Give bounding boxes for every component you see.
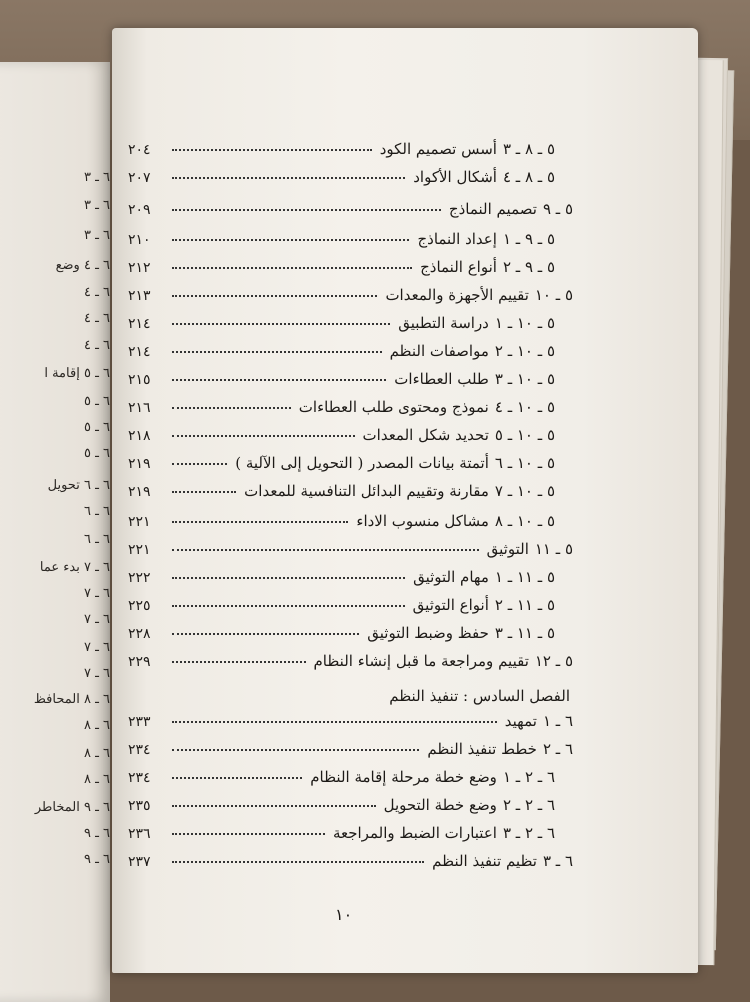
- toc-entry-number: ٥ ـ ٨ ـ ٤: [502, 168, 555, 186]
- toc-leader-dots: [172, 521, 348, 523]
- toc-entry-title: اعتبارات الضبط والمراجعة: [332, 824, 497, 842]
- toc-entry-number: ٦ ـ ٢ ـ ٢: [502, 796, 555, 814]
- toc-entry-number: ٥ ـ ٩: [542, 200, 573, 218]
- left-page-line: ٦ ـ ٨: [83, 746, 110, 761]
- toc-leader-dots: [172, 491, 236, 493]
- toc-leader-dots: [172, 295, 377, 297]
- toc-entry-title: إعداد النماذج: [417, 230, 497, 248]
- left-page-line: ٦ ـ ٣: [83, 228, 110, 243]
- toc-entry-title: تظيم تنفيذ النظم: [432, 852, 537, 870]
- toc-entry: [128, 426, 573, 452]
- toc-entry-page: ٢٢٨: [128, 626, 151, 642]
- toc-leader-dots: [172, 633, 359, 635]
- toc-entry-page: ٢٢٩: [128, 654, 151, 670]
- toc-entry-title: أتمتة بيانات المصدر ( التحويل إلى الآلية ): [235, 454, 489, 472]
- toc-entry-number: ٥ ـ ١٠ ـ ٨: [494, 512, 555, 530]
- toc-entry-number: ٥ ـ ١١: [534, 540, 573, 558]
- toc-entry: [128, 454, 573, 480]
- toc-entry-title: تقييم ومراجعة ما قبل إنشاء النظام: [313, 652, 529, 670]
- left-page-line: ٦ ـ ٨: [83, 772, 110, 787]
- left-page-line: ٦ ـ ٤: [83, 285, 110, 300]
- toc-entry-page: ٢١٤: [128, 344, 151, 360]
- toc-entry: [128, 370, 573, 396]
- toc-entry-title: تحديد شكل المعدات: [362, 426, 489, 444]
- toc-entry-number: ٥ ـ ٨ ـ ٣: [502, 140, 555, 158]
- toc-entry: [128, 200, 573, 226]
- toc-entry-number: ٦ ـ ٢ ـ ١: [502, 768, 555, 786]
- toc-entry-page: ٢١٣: [128, 288, 151, 304]
- toc-entry-title: أنواع التوثيق: [412, 596, 489, 614]
- left-page-line: ٦ ـ ٥ إقامة ا: [44, 366, 110, 381]
- toc-entry: [128, 652, 573, 678]
- page-number: ١٠: [335, 905, 353, 924]
- toc-entry-title: نموذج ومحتوى طلب العطاءات: [298, 398, 489, 416]
- left-page-line: ٦ ـ ٧: [83, 612, 110, 627]
- toc-entry: [128, 624, 573, 650]
- toc-entry-page: ٢٣٧: [128, 854, 151, 870]
- toc-entry-title: حفظ وضبط التوثيق: [367, 624, 489, 642]
- toc-entry: [128, 796, 573, 822]
- toc-entry: [128, 596, 573, 622]
- left-page-line: ٦ ـ ٤ وضع: [55, 258, 110, 273]
- toc-entry-number: ٦ ـ ٣: [542, 852, 573, 870]
- toc-leader-dots: [172, 177, 405, 179]
- toc-entry: [128, 258, 573, 284]
- left-page-line: ٦ ـ ٤: [83, 338, 110, 353]
- toc-entry-page: ٢٢٢: [128, 570, 151, 586]
- left-page-line: ٦ ـ ٨ المحافظ: [33, 692, 110, 707]
- toc-entry-number: ٦ ـ ٢: [542, 740, 573, 758]
- toc-entry-title: أسس تصميم الكود: [379, 140, 497, 158]
- toc-entry-page: ٢١٦: [128, 400, 151, 416]
- toc-entry-page: ٢١٨: [128, 428, 151, 444]
- toc-entry-page: ٢١٠: [128, 232, 151, 248]
- left-page-line: ٦ ـ ٧: [83, 586, 110, 601]
- toc-entry: [128, 768, 573, 794]
- toc-entry-page: ٢٣٤: [128, 742, 151, 758]
- toc-entry-title: تمهيد: [504, 712, 537, 730]
- toc-entry-number: ٥ ـ ٩ ـ ٢: [502, 258, 555, 276]
- left-page-line: ٦ ـ ٣: [83, 170, 110, 185]
- toc-leader-dots: [172, 833, 325, 835]
- toc-entry-title: طلب العطاءات: [394, 370, 489, 388]
- left-page-line: ٦ ـ ٦: [83, 532, 110, 547]
- toc-entry-title: أشكال الأكواد: [413, 168, 497, 186]
- toc-entry-title: وضع خطة مرحلة إقامة النظام: [310, 768, 497, 786]
- toc-leader-dots: [172, 267, 412, 269]
- toc-entry-page: ٢١٩: [128, 456, 151, 472]
- toc-leader-dots: [172, 435, 355, 437]
- toc-entry-title: التوثيق: [486, 540, 529, 558]
- left-facing-page: [0, 62, 110, 1002]
- toc-entry-page: ٢٣٣: [128, 714, 151, 730]
- toc-entry-number: ٥ ـ ١٠ ـ ١: [494, 314, 555, 332]
- toc-entry: [128, 568, 573, 594]
- toc-entry-page: ٢١٢: [128, 260, 151, 276]
- toc-leader-dots: [172, 323, 390, 325]
- toc-entry-page: ٢٠٤: [128, 142, 151, 158]
- toc-entry-number: ٦ ـ ١: [542, 712, 573, 730]
- left-page-line: ٦ ـ ٦: [83, 504, 110, 519]
- toc-leader-dots: [172, 379, 386, 381]
- left-page-line: ٦ ـ ٩: [83, 826, 110, 841]
- left-page-line: ٦ ـ ٩ المخاطر: [34, 800, 110, 815]
- toc-entry-page: ٢١٤: [128, 316, 151, 332]
- toc-entry: [128, 286, 573, 312]
- toc-entry: [128, 230, 573, 256]
- toc-entry-page: ٢١٩: [128, 484, 151, 500]
- toc-entry-page: ٢١٥: [128, 372, 151, 388]
- toc-leader-dots: [172, 605, 405, 607]
- toc-leader-dots: [172, 577, 405, 579]
- toc-entry-number: ٥ ـ ١٠: [534, 286, 573, 304]
- toc-entry-title: مواصفات النظم: [389, 342, 489, 360]
- toc-entry-page: ٢٠٩: [128, 202, 151, 218]
- toc-leader-dots: [172, 721, 497, 723]
- toc-entry-number: ٥ ـ ١٠ ـ ٥: [494, 426, 555, 444]
- toc-entry: [128, 342, 573, 368]
- toc-leader-dots: [172, 149, 372, 151]
- toc-entry-title: مشاكل منسوب الاداء: [356, 512, 489, 530]
- chapter-heading: الفصل السادس : تنفيذ النظم: [389, 687, 570, 705]
- toc-entry-page: ٢٣٦: [128, 826, 151, 842]
- toc-entry: [128, 852, 573, 878]
- left-page-line: ٦ ـ ٥: [83, 446, 110, 461]
- toc-leader-dots: [172, 463, 227, 465]
- toc-entry-page: ٢٣٤: [128, 770, 151, 786]
- toc-leader-dots: [172, 805, 376, 807]
- left-page-line: ٦ ـ ٣: [83, 198, 110, 213]
- toc-leader-dots: [172, 749, 419, 751]
- toc-entry-number: ٥ ـ ١١ ـ ١: [494, 568, 555, 586]
- toc-entry-number: ٥ ـ ١٠ ـ ٧: [494, 482, 555, 500]
- toc-entry: [128, 398, 573, 424]
- toc-entry: [128, 740, 573, 766]
- toc-entry-number: ٥ ـ ١٠ ـ ٣: [494, 370, 555, 388]
- toc-entry: [128, 712, 573, 738]
- toc-entry-page: ٢٢٥: [128, 598, 151, 614]
- toc-entry-number: ٥ ـ ١١ ـ ٢: [494, 596, 555, 614]
- toc-entry-page: ٢٠٧: [128, 170, 151, 186]
- toc-entry-page: ٢٢١: [128, 542, 151, 558]
- toc-entry-page: ٢٢١: [128, 514, 151, 530]
- left-page-line: ٦ ـ ٧: [83, 666, 110, 681]
- toc-leader-dots: [172, 239, 409, 241]
- left-page-line: ٦ ـ ٧ بدء عما: [39, 560, 110, 575]
- toc-entry: [128, 512, 573, 538]
- toc-leader-dots: [172, 661, 306, 663]
- left-page-line: ٦ ـ ٨: [83, 718, 110, 733]
- toc-entry-number: ٥ ـ ١١ ـ ٣: [494, 624, 555, 642]
- toc-entry-number: ٦ ـ ٢ ـ ٣: [502, 824, 555, 842]
- left-page-line: ٦ ـ ٩: [83, 852, 110, 867]
- left-page-line: ٦ ـ ٦ تحويل: [47, 478, 110, 493]
- toc-entry-title: وضع خطة التحويل: [383, 796, 497, 814]
- toc-entry-number: ٥ ـ ١٠ ـ ٢: [494, 342, 555, 360]
- toc-leader-dots: [172, 549, 479, 551]
- toc-entry: [128, 140, 573, 166]
- left-page-line: ٦ ـ ٥: [83, 394, 110, 409]
- toc-entry-title: مهام التوثيق: [413, 568, 489, 586]
- toc-leader-dots: [172, 407, 291, 409]
- toc-leader-dots: [172, 209, 441, 211]
- toc-entry-number: ٥ ـ ١٢: [534, 652, 573, 670]
- toc-leader-dots: [172, 351, 382, 353]
- toc-entry-title: تقييم الأجهزة والمعدات: [385, 286, 529, 304]
- toc-entry: [128, 540, 573, 566]
- left-page-line: ٦ ـ ٧: [83, 640, 110, 655]
- toc-entry-number: ٥ ـ ١٠ ـ ٤: [494, 398, 555, 416]
- toc-entry: [128, 314, 573, 340]
- toc-entry: [128, 824, 573, 850]
- toc-entry: [128, 168, 573, 194]
- toc-entry-title: دراسة التطبيق: [398, 314, 489, 332]
- toc-entry: [128, 482, 573, 508]
- toc-entry-title: خطط تنفيذ النظم: [427, 740, 537, 758]
- toc-leader-dots: [172, 777, 302, 779]
- toc-leader-dots: [172, 861, 424, 863]
- left-page-line: ٦ ـ ٥: [83, 420, 110, 435]
- toc-entry-title: مقارنة وتقييم البدائل التنافسية للمعدات: [244, 482, 489, 500]
- toc-entry-title: تصميم النماذج: [448, 200, 537, 218]
- toc-entry-number: ٥ ـ ١٠ ـ ٦: [494, 454, 555, 472]
- left-page-line: ٦ ـ ٤: [83, 311, 110, 326]
- toc-entry-number: ٥ ـ ٩ ـ ١: [502, 230, 555, 248]
- toc-entry-page: ٢٣٥: [128, 798, 151, 814]
- toc-entry-title: أنواع النماذج: [420, 258, 497, 276]
